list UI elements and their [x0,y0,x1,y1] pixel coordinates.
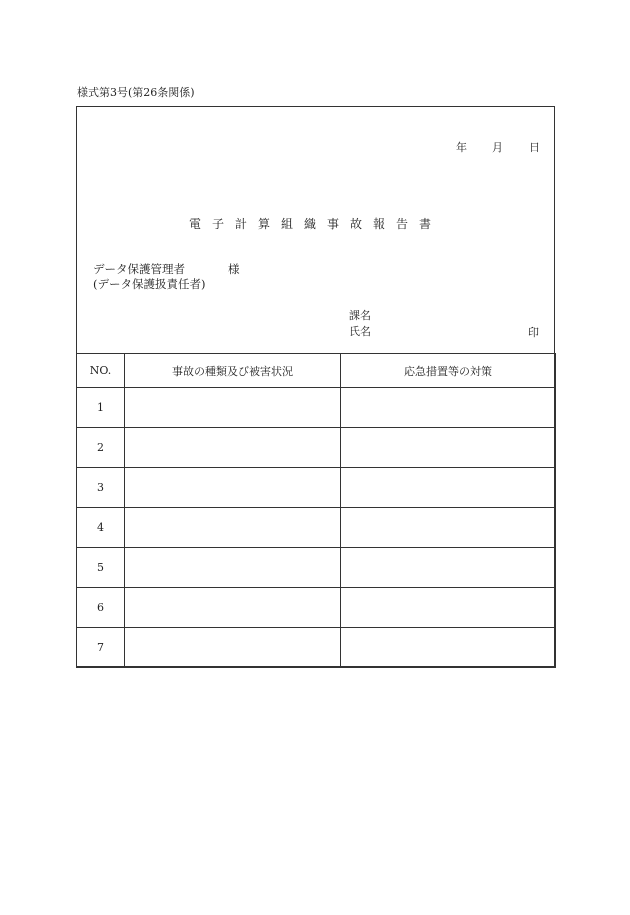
row-number: 2 [77,428,125,468]
countermeasure-cell[interactable] [341,508,556,548]
table-row [77,548,556,588]
row-number: 3 [77,468,125,508]
person-name-label: 氏名 [349,325,371,338]
incident-cell[interactable] [125,508,341,548]
incident-cell[interactable] [125,428,341,468]
row-number: 1 [77,388,125,428]
countermeasure-cell[interactable] [341,588,556,628]
table-row [77,428,556,468]
addressee-line-1: データ保護管理者 [93,262,185,276]
report-form-frame [76,106,555,667]
countermeasure-cell[interactable] [341,388,556,428]
countermeasure-cell[interactable] [341,468,556,508]
form-header [77,107,554,354]
table-header-row [77,354,556,388]
document-title: 電子計算組織事故報告書 [188,217,442,231]
incident-cell[interactable] [125,388,341,428]
countermeasure-cell[interactable] [341,548,556,588]
date-year-label: 年 [456,141,467,154]
section-name-label: 課名 [349,309,371,322]
incident-cell[interactable] [125,468,341,508]
table-row [77,588,556,628]
header-incident-type: 事故の種類及び被害状況 [125,354,341,388]
table-row [77,388,556,428]
header-number: NO. [77,354,125,388]
incident-cell[interactable] [125,628,341,668]
table-row [77,628,556,668]
incident-cell[interactable] [125,548,341,588]
row-number: 6 [77,588,125,628]
addressee-honorific: 様 [228,262,240,276]
seal-mark: 印 [528,326,539,339]
countermeasure-cell[interactable] [341,628,556,668]
addressee-block [93,262,240,292]
countermeasure-cell[interactable] [341,428,556,468]
date-day-label: 日 [529,141,540,154]
row-number: 4 [77,508,125,548]
table-row [77,468,556,508]
form-number-label: 様式第3号(第26条関係) [77,86,195,99]
incident-table [76,353,556,668]
row-number: 7 [77,628,125,668]
header-countermeasures: 応急措置等の対策 [341,354,556,388]
row-number: 5 [77,548,125,588]
addressee-line-2: (データ保護扱責任者) [93,277,206,291]
table-row [77,508,556,548]
signature-block [349,308,371,340]
incident-cell[interactable] [125,588,341,628]
date-month-label: 月 [492,141,503,154]
